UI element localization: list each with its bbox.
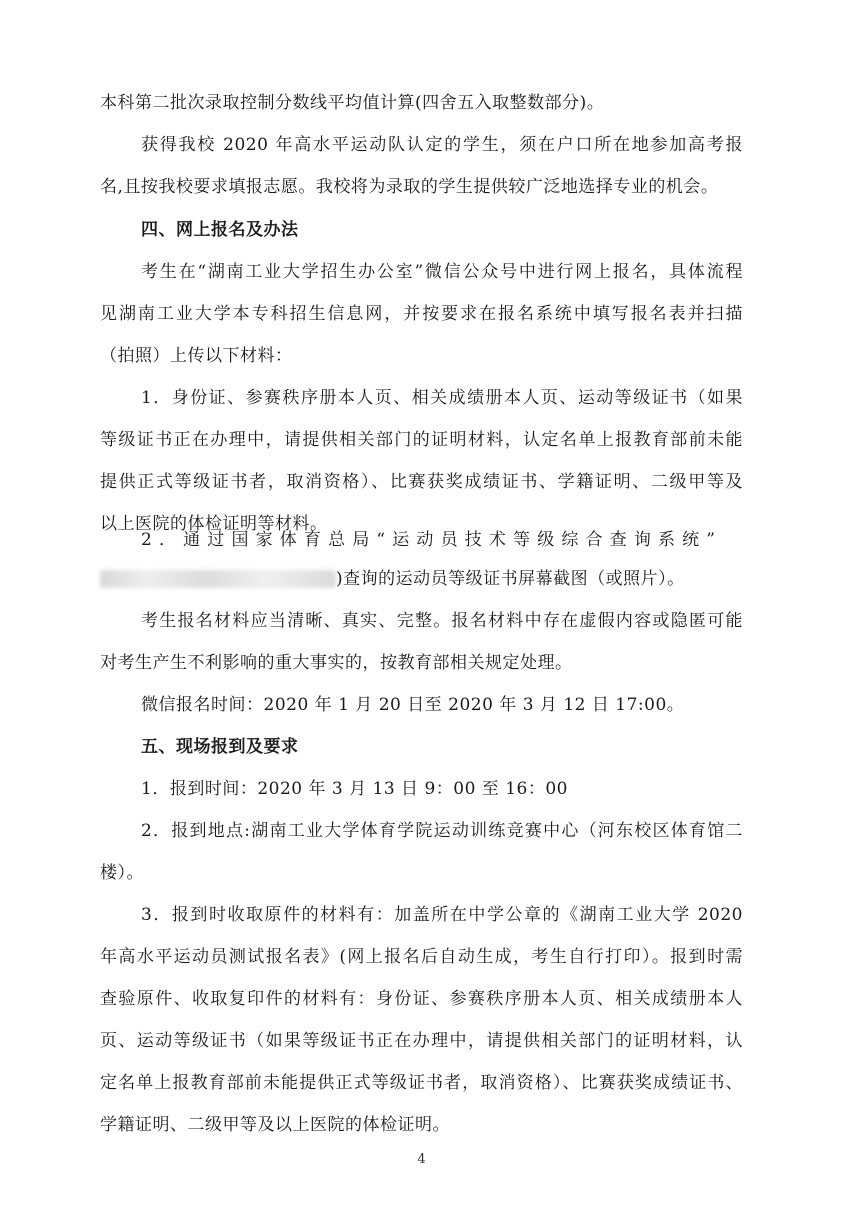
paragraph-line: )查询的运动员等级证书屏幕截图（或照片）。 (336, 569, 685, 589)
redacted-url-blur (100, 570, 336, 588)
paragraph-line: 学籍证明、二级甲等及以上医院的体检证明。 (100, 1115, 450, 1135)
section-heading: 五、现场报到及要求 (141, 737, 299, 757)
paragraph-line: 页、运动等级证书（如果等级证书正在办理中，请提供相关部门的证明材料，认 (100, 1031, 743, 1051)
paragraph-line: 对考生产生不利影响的重大事实的，按教育部相关规定处理。 (100, 653, 573, 673)
paragraph-line: 考生报名材料应当清晰、真实、完整。报名材料中存在虚假内容或隐匿可能 (141, 611, 743, 631)
section-heading: 四、网上报名及办法 (141, 220, 299, 240)
paragraph-line: 以上医院的体检证明等材料。 (100, 514, 328, 534)
paragraph-line: 见湖南工业大学本专科招生信息网，并按要求在报名系统中填写报名表并扫描 (100, 304, 743, 324)
paragraph-line: 获得我校 2020 年高水平运动队认定的学生，须在户口所在地参加高考报 (141, 135, 743, 155)
paragraph-line: 楼）。 (100, 863, 144, 883)
paragraph-line: 3．报到时收取原件的材料有：加盖所在中学公章的《湖南工业大学 2020 (141, 905, 743, 925)
paragraph-line: 本科第二批次录取控制分数线平均值计算(四舍五入取整数部分)。 (100, 93, 605, 113)
paragraph-line: 2．报到地点:湖南工业大学体育学院运动训练竞赛中心（河东校区体育馆二 (141, 821, 743, 841)
paragraph-line: （拍照）上传以下材料： (100, 346, 293, 366)
paragraph-line: 名,且按我校要求填报志愿。我校将为录取的学生提供较广泛地选择专业的机会。 (100, 177, 719, 197)
paragraph-line: 考生在“湖南工业大学招生办公室”微信公众号中进行网上报名，具体流程 (141, 262, 743, 282)
paragraph-line: 等级证书正在办理中，请提供相关部门的证明材料，认定名单上报教育部前未能 (100, 430, 743, 450)
paragraph-line: 微信报名时间：2020 年 1 月 20 日至 2020 年 3 月 12 日 17:00。 (141, 695, 685, 715)
paragraph-line: 1．报到时间：2020 年 3 月 13 日 9：00 至 16：00 (141, 779, 568, 799)
paragraph-line: 2．通过国家体育总局“运动员技术等级综合查询系统” (141, 530, 719, 550)
paragraph-line: 提供正式等级证书者，取消资格）、比赛获奖成绩证书、学籍证明、二级甲等及 (100, 472, 743, 492)
paragraph-line: 查验原件、收取复印件的材料有：身份证、参赛秩序册本人页、相关成绩册本人 (100, 989, 743, 1009)
paragraph-line: 年高水平运动员测试报名表》(网上报名后自动生成，考生自行打印）。报到时需 (100, 947, 743, 967)
paragraph-line: 定名单上报教育部前未能提供正式等级证书者，取消资格）、比赛获奖成绩证书、 (100, 1073, 743, 1093)
paragraph-line: 1．身份证、参赛秩序册本人页、相关成绩册本人页、运动等级证书（如果 (141, 388, 743, 408)
page-number: 4 (417, 1152, 426, 1167)
